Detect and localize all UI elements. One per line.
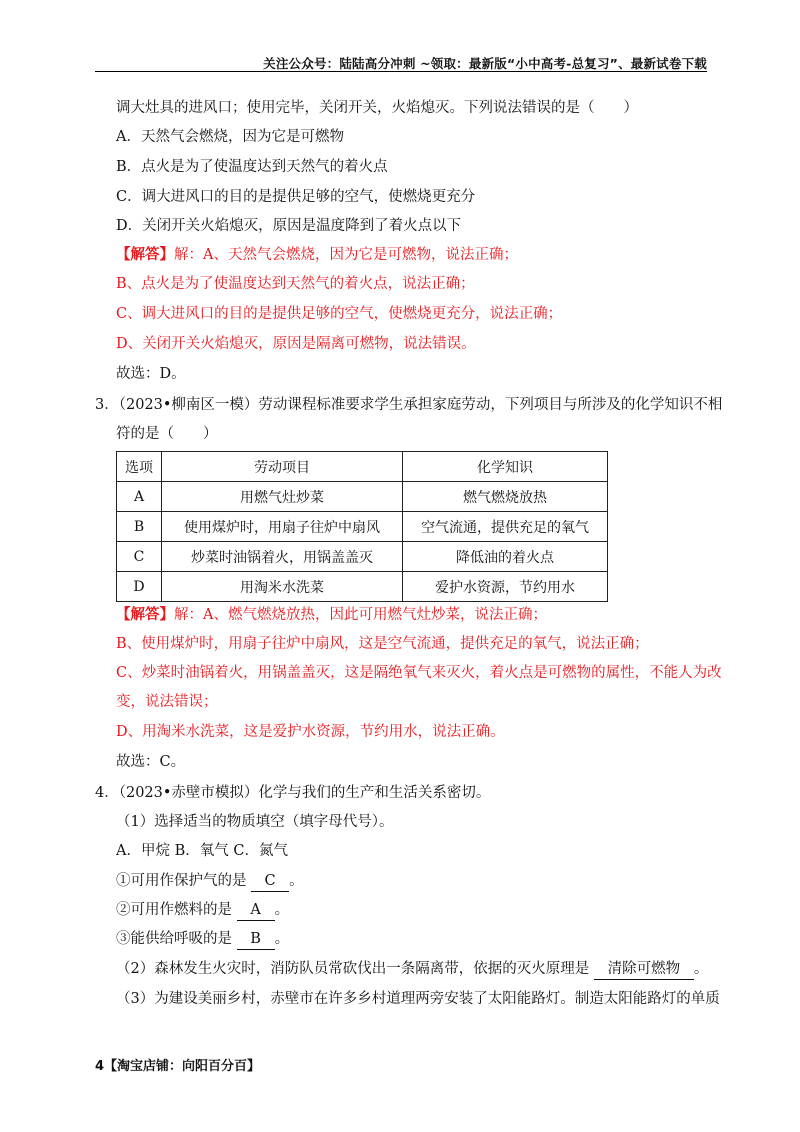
table-row bbox=[117, 572, 608, 602]
table-cell: 用燃气灶炒菜 bbox=[162, 482, 403, 512]
answer-blank: B bbox=[237, 929, 275, 950]
answer-blank: A bbox=[237, 900, 275, 921]
q3-stem-line-2: 符的是（ ） bbox=[116, 426, 218, 442]
table-cell: 炒菜时油锅着火，用锅盖盖灭 bbox=[162, 542, 403, 572]
q2-stem: 调大灶具的进风口；使用完毕，关闭开关，火焰熄灭。下列说法错误的是（ ） bbox=[116, 100, 638, 116]
q3-stem-line-1: 3．（2023•柳南区一模）劳动课程标准要求学生承担家庭劳动，下列项目与所涉及的化学知识不相 bbox=[95, 397, 723, 413]
q4-part-3: （3）为建设美丽乡村，赤壁市在许多乡村道理两旁安装了太阳能路灯。制造太阳能路灯的单质 bbox=[116, 991, 720, 1007]
answer-blank: C bbox=[251, 871, 289, 892]
q4-part-1: （1）选择适当的物质填空（填字母代号）。 bbox=[116, 814, 394, 830]
q4-stem: 4．（2023•赤壁市模拟）化学与我们的生产和生活关系密切。 bbox=[95, 785, 491, 801]
q4-choices: A．甲烷 B．氧气 C．氮气 bbox=[116, 843, 288, 859]
q3-answer-line-4: 变，说法错误； bbox=[116, 694, 218, 710]
q2-answer-line-3: C、调大进风口的目的是提供足够的空气，使燃烧更充分，说法正确； bbox=[116, 306, 563, 322]
q3-conclusion: 故选：C。 bbox=[116, 754, 186, 770]
page-number: 4 bbox=[95, 1059, 105, 1074]
q2-answer-line-4: D、关闭开关火焰熄灭，原因是隔离可燃物，说法错误。 bbox=[116, 336, 476, 352]
q2-option-a: A．天然气会燃烧，因为它是可燃物 bbox=[116, 129, 344, 145]
table-cell: 用淘米水洗菜 bbox=[162, 572, 403, 602]
q4-item-3: ③能供给呼吸的是 B 。 bbox=[116, 929, 289, 950]
table-row bbox=[117, 512, 608, 542]
q2-conclusion: 故选：D。 bbox=[116, 366, 186, 382]
q3-answer-line-2: B、使用煤炉时，用扇子往炉中扇风，这是空气流通，提供充足的氧气，说法正确； bbox=[116, 636, 649, 652]
table-header-cell: 选项 bbox=[117, 452, 162, 482]
q4-item-1: ①可用作保护气的是 C 。 bbox=[116, 871, 304, 892]
q2-option-c: C．调大进风口的目的是提供足够的空气，使燃烧更充分 bbox=[116, 189, 476, 205]
footer-shop: 【淘宝店铺：向阳百分百】 bbox=[104, 1059, 261, 1074]
table-cell: A bbox=[117, 482, 162, 512]
q3-answer-line-5: D、用淘米水洗菜，这是爱护水资源，节约用水，说法正确。 bbox=[116, 724, 505, 740]
q2-answer-tag: 【解答】 bbox=[116, 246, 174, 263]
table-cell: D bbox=[117, 572, 162, 602]
table-cell: B bbox=[117, 512, 162, 542]
table-cell: 使用煤炉时，用扇子往炉中扇风 bbox=[162, 512, 403, 542]
q3-answer-tag: 【解答】 bbox=[116, 606, 174, 623]
table-cell: 燃气燃烧放热 bbox=[403, 482, 608, 512]
page-footer bbox=[95, 1055, 260, 1074]
table-row bbox=[117, 482, 608, 512]
table-header-row bbox=[117, 452, 608, 482]
header-divider bbox=[95, 71, 707, 72]
q3-answer-line-3: C、炒菜时油锅着火，用锅盖盖灭，这是隔绝氧气来灭火，着火点是可燃物的属性，不能人为改 bbox=[116, 665, 722, 681]
q2-answer-line-2: B、点火是为了使温度达到天然气的着火点，说法正确； bbox=[116, 276, 475, 292]
answer-blank: 清除可燃物 bbox=[594, 959, 694, 980]
q3-answer-line-1: 【解答】解：A、燃气燃烧放热，因此可用燃气灶炒菜，说法正确； bbox=[116, 606, 547, 623]
q2-option-d: D．关闭开关火焰熄灭，原因是温度降到了着火点以下 bbox=[116, 218, 462, 234]
q2-answer-line-1: 【解答】解：A、天然气会燃烧，因为它是可燃物，说法正确； bbox=[116, 246, 518, 263]
table-cell: C bbox=[117, 542, 162, 572]
q3-table bbox=[116, 451, 608, 602]
table-cell: 降低油的着火点 bbox=[403, 542, 608, 572]
q2-option-b: B．点火是为了使温度达到天然气的着火点 bbox=[116, 159, 388, 175]
table-cell: 空气流通，提供充足的氧气 bbox=[403, 512, 608, 542]
q4-part-2: （2）森林发生火灾时，消防队员常砍伐出一条隔离带，依据的灭火原理是 清除可燃物 。 bbox=[116, 959, 708, 980]
table-cell: 爱护水资源，节约用水 bbox=[403, 572, 608, 602]
q4-item-2: ②可用作燃料的是 A 。 bbox=[116, 900, 289, 921]
table-row bbox=[117, 542, 608, 572]
table-header-cell: 化学知识 bbox=[403, 452, 608, 482]
page-header: 关注公众号：陆陆高分冲刺 ~领取：最新版“小中高考-总复习”、最新试卷下载 bbox=[263, 56, 707, 71]
table-header-cell: 劳动项目 bbox=[162, 452, 403, 482]
